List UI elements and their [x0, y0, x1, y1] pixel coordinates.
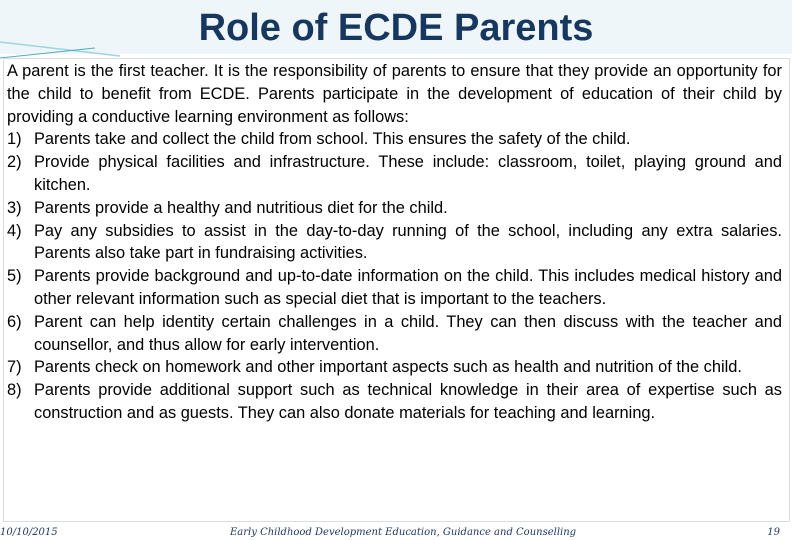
intro-paragraph: A parent is the first teacher. It is the responsibility of parents to ensure that they provide an opportunity for the child to benefit from ECDE. Parents participate in the development of education of their child by providing a conductive learning environment as follows: [7, 62, 782, 126]
list-item [7, 220, 782, 266]
list-item-text: Provide physical facilities and infrastructure. These include: classroom, toilet, playing ground and kitchen. [34, 153, 782, 194]
slide-footer [0, 526, 792, 540]
list-item-text: Parents take and collect the child from school. This ensures the safety of the child. [34, 130, 631, 149]
points-list [7, 128, 782, 424]
list-item-number: 8) [7, 381, 22, 400]
list-item [7, 128, 782, 151]
list-item-number: 3) [7, 198, 22, 217]
list-item [7, 311, 782, 357]
list-item [7, 379, 782, 425]
list-item-text: Parents check on homework and other important aspects such as health and nutrition of the child. [34, 358, 742, 377]
slide-body [7, 60, 782, 425]
footer-course-title: Early Childhood Development Education, Guidance and Counselling [230, 527, 577, 538]
list-item-text: Parents provide background and up-to-date information on the child. This includes medical history and other relevant information such as special diet that is important to the teachers. [34, 267, 782, 308]
list-item [7, 356, 782, 379]
list-item-text: Pay any subsidies to assist in the day-to-day running of the school, including any extra salaries. Parents also take part in fundraising activities. [34, 221, 782, 263]
list-item [7, 265, 782, 311]
page-number: 19 [767, 527, 780, 538]
list-item-number: 4) [7, 221, 22, 240]
list-item-number: 1) [7, 130, 22, 149]
list-item [7, 197, 782, 220]
list-item-number: 7) [7, 358, 22, 377]
list-item-text: Parent can help identity certain challenges in a child. They can then discuss with the teacher and counsellor, and thus allow for early intervention. [34, 312, 782, 354]
list-item [7, 151, 782, 197]
list-item-number: 6) [7, 312, 22, 331]
list-item-number: 2) [7, 153, 22, 172]
footer-date: 10/10/2015 [0, 527, 58, 538]
slide-title: Role of ECDE Parents [198, 7, 594, 49]
list-item-number: 5) [7, 267, 22, 286]
list-item-text: Parents provide a healthy and nutritious diet for the child. [34, 198, 448, 217]
list-item-text: Parents provide additional support such as technical knowledge in their area of expertise such as construction and as guests. They can also donate materials for teaching and learning. [34, 381, 782, 422]
